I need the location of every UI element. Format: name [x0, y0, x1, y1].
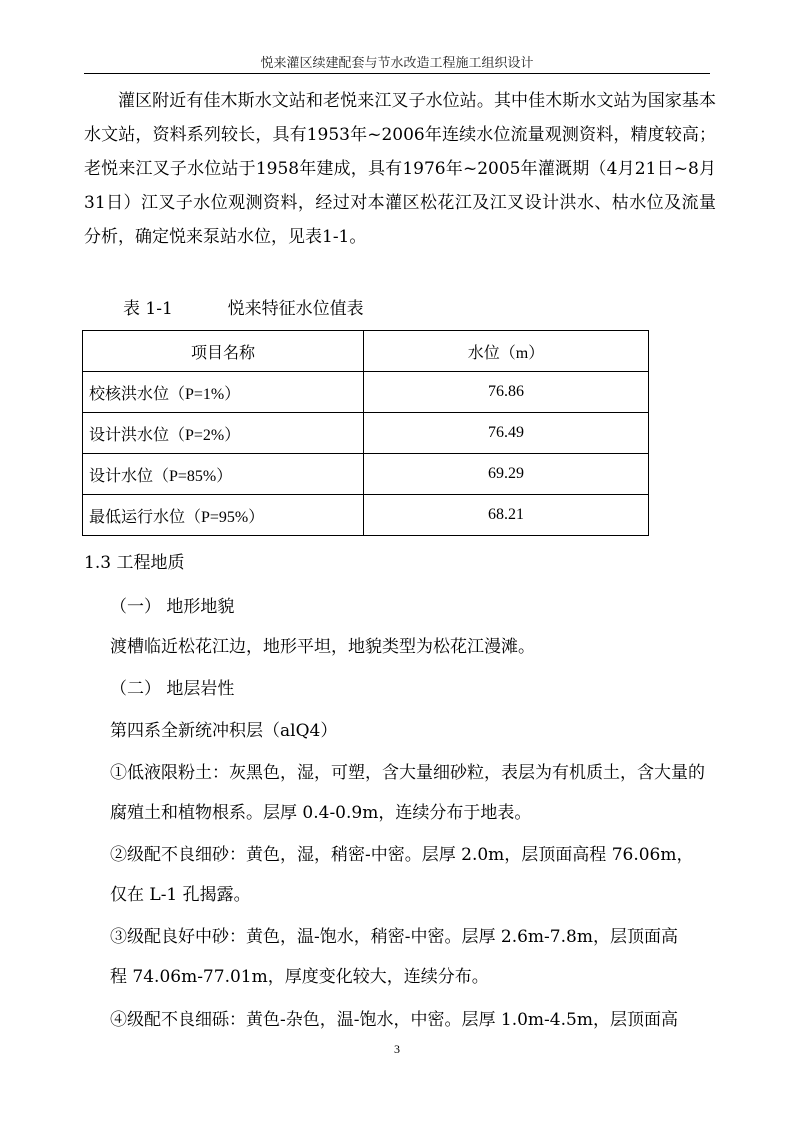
table-header-row	[83, 331, 649, 372]
row-name: 设计水位（P=85%）	[83, 454, 364, 495]
terrain-text: 渡槽临近松花江边，地形平坦，地貌类型为松花江漫滩。	[110, 637, 535, 657]
table-row	[83, 495, 649, 536]
subsection-strata-title: （二） 地层岩性	[110, 679, 235, 699]
table-row	[83, 372, 649, 413]
page-number: 3	[394, 1042, 400, 1056]
layer-3-line-1: ③级配良好中砂：黄色，温-饱水，稍密-中密。层厚 2.6m-7.8m，层顶面高	[110, 927, 678, 947]
section-title: 1.3 工程地质	[84, 553, 185, 573]
table-title: 悦来特征水位值表	[227, 299, 364, 319]
layer-3-line-2: 程 74.06m-77.01m，厚度变化较大，连续分布。	[110, 967, 489, 987]
row-value: 68.21	[364, 495, 649, 536]
layer-2-line-1: ②级配不良细砂：黄色，湿，稍密-中密。层厚 2.0m，层顶面高程 76.06m，	[110, 845, 694, 865]
intro-paragraph: 灌区附近有佳木斯水文站和老悦来江叉子水位站。其中佳木斯水文站为国家基本水文站，资料系列较长，具有1953年~2006年连续水位流量观测资料，精度较高；老悦来江叉子水位站于1958年建成，具有1976年~2005年灌溉期（4月21日~8月31日）江叉子水位观测资料，经过对本灌区松花江及江叉设计洪水、枯水位及流量分析，确定悦来泵站水位，见表1-1。	[84, 91, 716, 247]
subsection-terrain-title: （一） 地形地貌	[110, 597, 235, 617]
row-value: 76.86	[364, 372, 649, 413]
table-number: 表 1-1	[123, 299, 173, 319]
stratum-heading: 第四系全新统冲积层（alQ4）	[110, 721, 338, 741]
header-rule	[84, 73, 710, 74]
running-header: 悦来灌区续建配套与节水改造工程施工组织设计	[260, 56, 534, 71]
row-value: 69.29	[364, 454, 649, 495]
layer-1-line-1: ①低液限粉土：灰黑色，湿，可塑，含大量细砂粒，表层为有机质土，含大量的	[110, 763, 705, 783]
water-level-table	[82, 330, 649, 536]
row-name: 校核洪水位（P=1%）	[83, 372, 364, 413]
row-value: 76.49	[364, 413, 649, 454]
layer-2-line-2: 仅在 L-1 孔揭露。	[110, 885, 251, 905]
table-row	[83, 413, 649, 454]
header-water-level: 水位（m）	[364, 331, 649, 372]
row-name: 设计洪水位（P=2%）	[83, 413, 364, 454]
layer-4-line-1: ④级配不良细砾：黄色-杂色，温-饱水，中密。层厚 1.0m-4.5m，层顶面高	[110, 1010, 678, 1030]
table-caption	[123, 294, 364, 324]
header-item-name: 项目名称	[83, 331, 364, 372]
layer-1-line-2: 腐殖土和植物根系。层厚 0.4-0.9m，连续分布于地表。	[110, 803, 532, 823]
table-row	[83, 454, 649, 495]
row-name: 最低运行水位（P=95%）	[83, 495, 364, 536]
